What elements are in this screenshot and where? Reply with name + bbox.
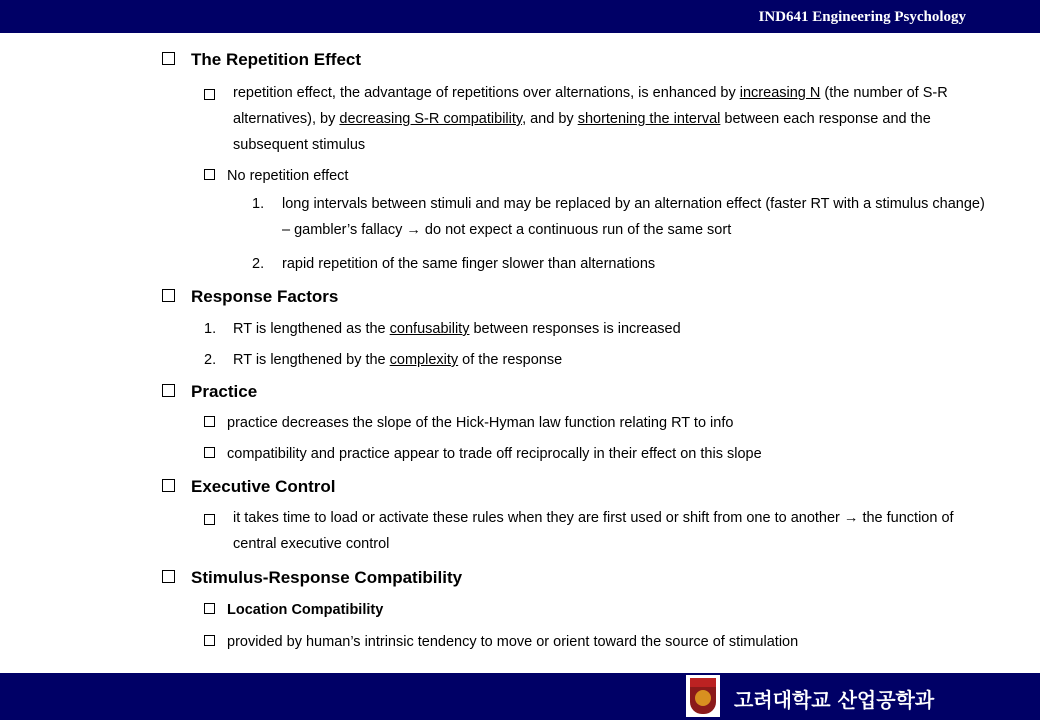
text-run: (the number of S-R alternatives), by: [233, 85, 948, 127]
heading-executive-control: [162, 476, 336, 498]
underlined-term: confusability: [389, 321, 470, 337]
crest-band: [690, 678, 716, 687]
checkbox-bullet-icon: [162, 479, 175, 492]
checkbox-bullet-icon: [162, 289, 175, 302]
checkbox-bullet-icon: [204, 635, 215, 646]
header-bar: [0, 0, 1040, 33]
heading-repetition-effect: [162, 49, 361, 71]
bullet-text: practice decreases the slope of the Hick-Hyman law function relating RT to info: [227, 415, 734, 431]
heading-text: Practice: [191, 382, 258, 401]
text-run: it takes time to load or activate these rules when they are first used or shift from one to another: [233, 510, 844, 526]
text-run: between each response and the subsequent stimulus: [233, 111, 931, 153]
numbered-item-2: [252, 254, 655, 274]
tiger-icon: [695, 690, 711, 706]
bullet-practice-tradeoff: [204, 444, 762, 464]
text-run: repetition effect, the advantage of repetitions over alternations, is enhanced by: [233, 85, 740, 101]
item-text: rapid repetition of the same finger slower than alternations: [282, 256, 656, 272]
underlined-term: shortening the interval: [577, 111, 721, 127]
underlined-term: complexity: [389, 352, 459, 368]
checkbox-bullet-icon: [162, 52, 175, 65]
course-title: IND641 Engineering Psychology: [758, 9, 966, 25]
text-run: do not expect a continuous run of the same sort: [420, 222, 732, 238]
item-number: 1.: [252, 196, 265, 212]
bullet-text: No repetition effect: [227, 168, 349, 184]
text-run: the function of central executive control: [233, 510, 954, 552]
bullet-text: [233, 80, 983, 158]
item-number: 1.: [204, 321, 217, 337]
item-text: [282, 191, 992, 243]
text-run: RT is lengthened by the: [233, 352, 390, 368]
checkbox-bullet-icon: [162, 384, 175, 397]
text-run: RT is lengthened as the: [233, 321, 390, 337]
bullet-no-repetition-effect: [204, 166, 348, 186]
checkbox-bullet-icon: [162, 570, 175, 583]
bullet-text: compatibility and practice appear to trade off reciprocally in their effect on this slope: [227, 446, 762, 462]
response-item-2: [204, 350, 562, 370]
heading-text: Response Factors: [191, 287, 339, 306]
checkbox-bullet-icon: [204, 416, 215, 427]
text-run: , and by: [522, 111, 578, 127]
bullet-intrinsic-tendency: [204, 632, 798, 652]
checkbox-bullet-icon: [204, 514, 215, 525]
bullet-text: provided by human’s intrinsic tendency to move or orient toward the source of stimulation: [227, 634, 799, 650]
heading-text: The Repetition Effect: [191, 50, 362, 69]
response-item-1: [204, 319, 681, 339]
department-name: 고려대학교 산업공학과: [734, 688, 935, 712]
arrow-right-icon: →: [406, 222, 421, 238]
heading-sr-compatibility: [162, 567, 462, 589]
bullet-text: [233, 505, 978, 557]
underlined-term: increasing N: [739, 85, 821, 101]
heading-response-factors: [162, 286, 338, 308]
bullet-practice-slope: [204, 413, 733, 433]
underlined-term: decreasing S-R compatibility: [339, 111, 523, 127]
checkbox-bullet-icon: [204, 89, 215, 100]
item-number: 2.: [252, 256, 265, 272]
checkbox-bullet-icon: [204, 447, 215, 458]
text-run: long intervals between stimuli and may be replaced by an alternation effect (faster RT with a stimulus change) – gambler’s fallacy: [282, 196, 985, 238]
checkbox-bullet-icon: [204, 603, 215, 614]
checkbox-bullet-icon: [204, 169, 215, 180]
heading-practice: [162, 381, 257, 403]
heading-text: Executive Control: [191, 477, 336, 496]
arrow-right-icon: →: [843, 510, 859, 526]
bullet-text: Location Compatibility: [227, 602, 384, 618]
text-run: between responses is increased: [469, 321, 681, 337]
text-run: of the response: [458, 352, 563, 368]
korea-university-tiger-crest-icon: [686, 675, 720, 717]
item-number: 2.: [204, 352, 217, 368]
heading-text: Stimulus-Response Compatibility: [191, 568, 463, 587]
bullet-location-compatibility: [204, 600, 383, 620]
